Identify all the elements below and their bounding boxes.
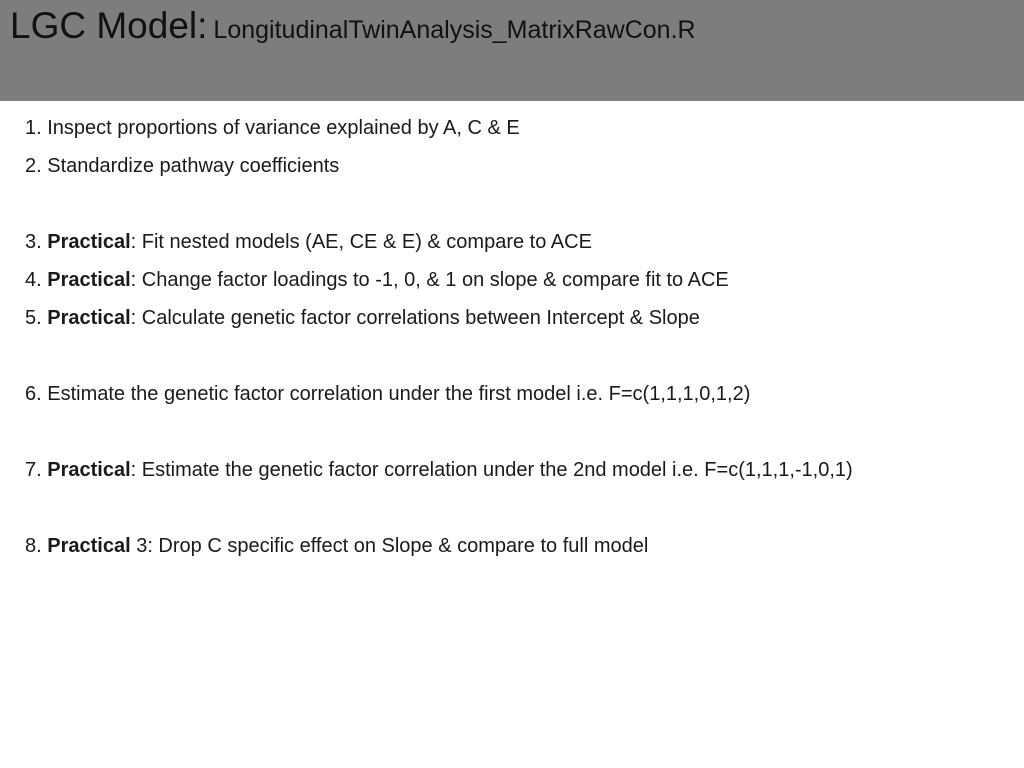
item-number: 2. xyxy=(25,155,48,177)
item-number: 8. xyxy=(25,535,48,557)
list-item xyxy=(25,527,1004,565)
slide-body xyxy=(0,101,1024,565)
item-text: : Fit nested models (AE, CE & E) & compare to ACE xyxy=(130,231,592,253)
list-item xyxy=(25,451,1004,489)
slide-title: LGC Model: xyxy=(10,5,208,46)
item-bold-text: Practical xyxy=(47,307,131,329)
list-item xyxy=(25,375,1004,413)
list-item xyxy=(25,147,1004,185)
item-number: 3. xyxy=(25,231,48,253)
item-bold-text: Practical xyxy=(47,459,131,481)
item-bold-text: Practical xyxy=(47,535,131,557)
slide-subtitle: LongitudinalTwinAnalysis_MatrixRawCon.R xyxy=(213,16,696,44)
item-number: 7. xyxy=(25,459,48,481)
item-bold-text: Practical xyxy=(47,231,131,253)
item-number: 5. xyxy=(25,307,48,329)
item-text: : Estimate the genetic factor correlation under the 2nd model i.e. F=c(1,1,1,-1,0,1) xyxy=(130,459,853,481)
item-text: 3: Drop C specific effect on Slope & compare to full model xyxy=(130,535,649,557)
item-number: 6. xyxy=(25,383,48,405)
item-number: 1. xyxy=(25,117,48,139)
item-bold-text: Practical xyxy=(47,269,131,291)
list-item xyxy=(25,261,1004,299)
item-text: : Change factor loadings to -1, 0, & 1 on slope & compare fit to ACE xyxy=(130,269,729,291)
slide-header xyxy=(0,0,1024,101)
item-text: Estimate the genetic factor correlation under the first model i.e. F=c(1,1,1,0,1,2) xyxy=(47,383,751,405)
item-text: Inspect proportions of variance explained by A, C & E xyxy=(47,117,520,139)
list-item xyxy=(25,299,1004,337)
list-item xyxy=(25,109,1004,147)
item-number: 4. xyxy=(25,269,48,291)
list-item xyxy=(25,223,1004,261)
item-text: : Calculate genetic factor correlations between Intercept & Slope xyxy=(130,307,700,329)
item-text: Standardize pathway coefficients xyxy=(47,155,340,177)
